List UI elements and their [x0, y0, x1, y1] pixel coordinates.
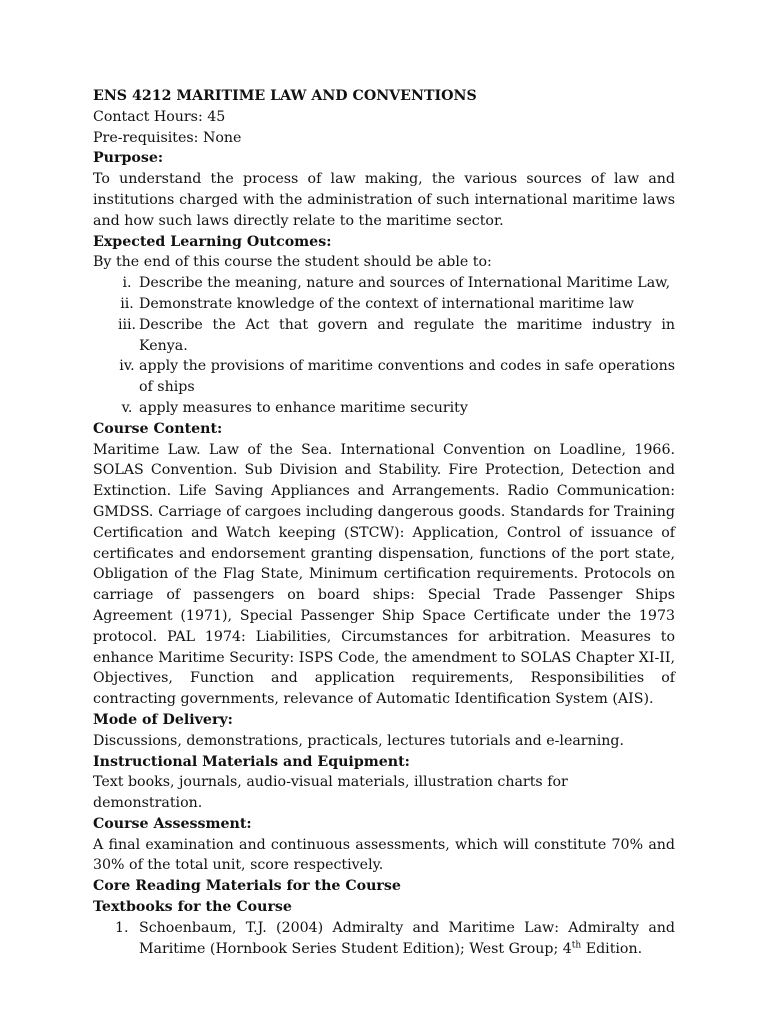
- content-text: Maritime Law. Law of the Sea. International Convention on Loadline, 1966. SOLAS Convention. Sub Division and Stability. Fire Protection, Detection and Extinction. Life Saving Appliances and Arrangements. Radio Communication: GMDSS. Carriage of cargoes including dangerous goods. Standards for Training Certification and Watch keeping (STCW): Application, Control of issuance of certificates and endorsement granting dispensation, functions of the port state, Obligation of the Flag State, Minimum certification requirements. Protocols on carriage of passengers on board ships: Special Trade Passenger Ships Agreement (1971), Special Passenger Ship Space Certificate under the 1973 protocol. PAL 1974: Liabilities, Circumstances for arbitration. Measures to enhance Maritime Security: ISPS Code, the amendment to SOLAS Chapter XI-II, Objectives, Function and application requirements, Responsibilities of contracting governments, relevance of Automatic Identification System (AIS).: [93, 441, 675, 708]
- list-item: [93, 315, 675, 357]
- document-page: [93, 86, 675, 959]
- textbooks-heading: Textbooks for the Course: [93, 899, 292, 916]
- contact-hours: Contact Hours: 45: [93, 108, 226, 125]
- list-item-number: i.: [122, 275, 132, 292]
- outcomes-list: [93, 273, 675, 419]
- list-item-number: v.: [121, 399, 133, 416]
- list-item-text: Describe the Act that govern and regulate the maritime industry in Kenya.: [139, 316, 675, 354]
- list-item-text: apply measures to enhance maritime security: [139, 399, 468, 416]
- list-item-number: iv.: [119, 358, 135, 375]
- purpose-heading: Purpose:: [93, 150, 164, 167]
- outcomes-heading: Expected Learning Outcomes:: [93, 233, 332, 250]
- list-item: [93, 398, 675, 419]
- list-item-number: 1.: [115, 919, 129, 936]
- assessment-heading: Course Assessment:: [93, 815, 252, 832]
- textbook-citation: Schoenbaum, T.J. (2004) Admiralty and Maritime Law: Admiralty and Maritime (Hornbook Series Student Edition); West Group; 4: [139, 919, 675, 957]
- assessment-text: A final examination and continuous assessments, which will constitute 70% and 30% of the total unit, score respectively.: [93, 836, 675, 874]
- list-item: [93, 273, 675, 294]
- core-reading-heading: Core Reading Materials for the Course: [93, 878, 401, 895]
- list-item-number: iii.: [117, 316, 137, 333]
- list-item-text: [139, 918, 675, 960]
- materials-heading: Instructional Materials and Equipment:: [93, 753, 410, 770]
- list-item-text: Describe the meaning, nature and sources of International Maritime Law,: [139, 275, 671, 292]
- list-item-text: Demonstrate knowledge of the context of international maritime law: [139, 295, 634, 312]
- purpose-text: To understand the process of law making, the various sources of law and institutions charged with the administration of such international maritime laws and how such laws directly relate to the maritime sector.: [93, 171, 675, 229]
- list-item: [93, 918, 675, 960]
- prerequisites: Pre-requisites: None: [93, 129, 242, 146]
- course-title: ENS 4212 MARITIME LAW AND CONVENTIONS: [93, 88, 477, 104]
- materials-text: Text books, journals, audio-visual materials, illustration charts for demonstration.: [93, 774, 568, 812]
- edition-superscript: th: [571, 939, 582, 950]
- textbook-citation-end: Edition.: [581, 940, 643, 957]
- list-item: [93, 356, 675, 398]
- content-heading: Course Content:: [93, 420, 223, 437]
- list-item-number: ii.: [120, 295, 134, 312]
- textbooks-list: [93, 918, 675, 960]
- list-item: [93, 294, 675, 315]
- delivery-heading: Mode of Delivery:: [93, 711, 233, 728]
- list-item-text: apply the provisions of maritime conventions and codes in safe operations of ships: [139, 358, 675, 396]
- delivery-text: Discussions, demonstrations, practicals, lectures tutorials and e-learning.: [93, 732, 624, 749]
- outcomes-intro: By the end of this course the student should be able to:: [93, 254, 492, 271]
